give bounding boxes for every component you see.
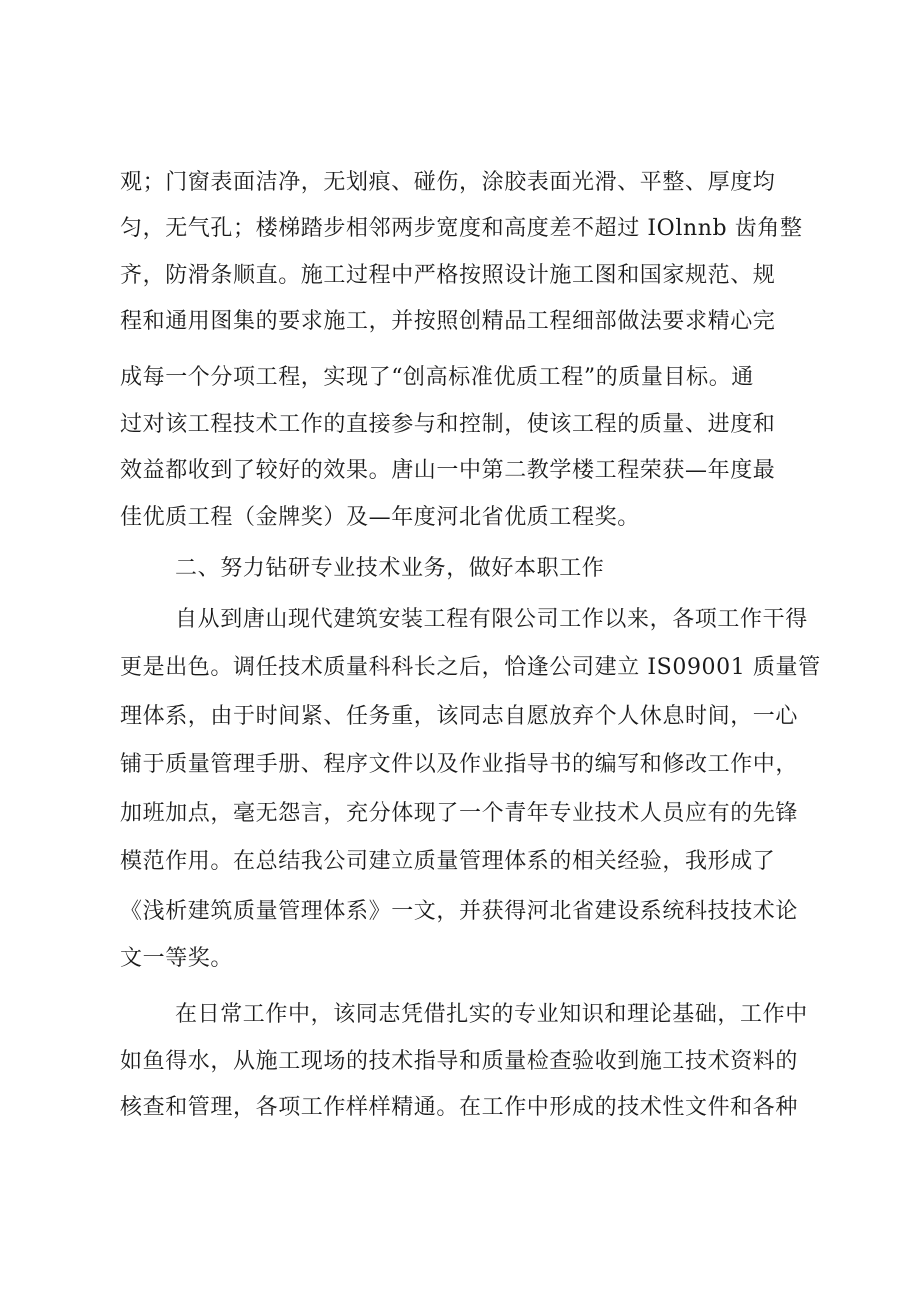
text-line: 程和通用图集的要求施工，并按照创精品工程细部做法要求精心完: [120, 309, 776, 334]
text-line: 效益都收到了较好的效果。唐山一中第二教学楼工程荣获—年度最: [120, 458, 776, 483]
text-line: 理体系，由于时间紧、任务重，该同志自愿放弃个人休息时间，一心: [120, 704, 799, 729]
text-line: 铺于质量管理手册、程序文件以及作业指导书的编写和修改工作中，: [120, 752, 799, 777]
text-line: 如鱼得水，从施工现场的技术指导和质量检查验收到施工技术资料的: [120, 1049, 799, 1074]
text-line: 过对该工程技术工作的直接参与和控制，使该工程的质量、进度和: [120, 412, 776, 437]
text-line: 成每一个分项工程，实现了“创高标准优质工程”的质量目标。通: [120, 365, 754, 390]
text-line: 模范作用。在总结我公司建立质量管理体系的相关经验，我形成了: [120, 849, 776, 874]
text-line: 自从到唐山现代建筑安装工程有限公司工作以来，各项工作干得: [175, 607, 808, 632]
text-line: 加班加点，毫无怨言，充分体现了一个青年专业技术人员应有的先锋: [120, 801, 799, 826]
text-line: 佳优质工程（金牌奖）及—年度河北省优质工程奖。: [120, 505, 640, 530]
text-line: 在日常工作中，该同志凭借扎实的专业知识和理论基础，工作中: [175, 1002, 808, 1027]
text-line: 观；门窗表面洁净，无划痕、碰伤，涂胶表面光滑、平整、厚度均: [120, 170, 776, 195]
text-line: 文一等奖。: [120, 946, 234, 971]
text-line: 核查和管理，各项工作样样精通。在工作中形成的技术性文件和各种: [120, 1095, 799, 1120]
text-line: 更是出色。调任技术质量科科长之后，恰逢公司建立 IS09001 质量管: [120, 655, 821, 680]
section-heading: 二、努力钻研专业技术业务，做好本职工作: [175, 556, 605, 581]
text-line: 齐，防滑条顺直。施工过程中严格按照设计施工图和国家规范、规: [120, 263, 776, 288]
text-line: 《浅析建筑质量管理体系》一文，并获得河北省建设系统科技技术论: [120, 899, 799, 924]
text-line: 匀，无气孔；楼梯踏步相邻两步宽度和高度差不超过 IOlnnb 齿角整: [120, 216, 803, 241]
